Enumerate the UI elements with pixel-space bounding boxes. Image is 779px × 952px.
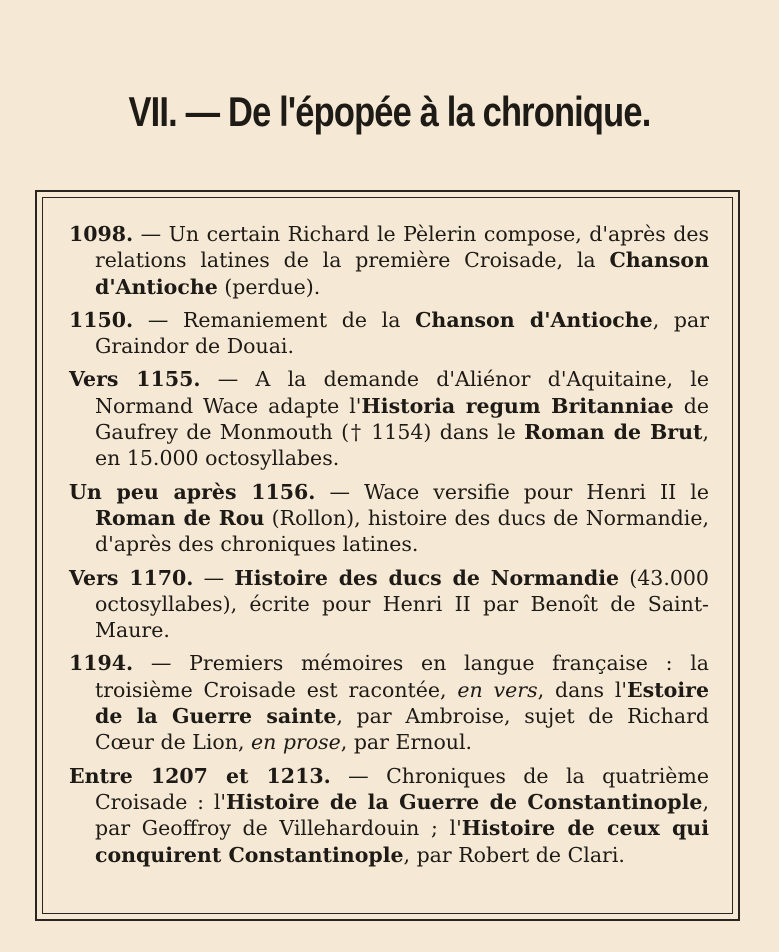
work-title: Roman de Rou — [95, 505, 265, 530]
entry-text: — Remaniement de la — [133, 307, 416, 332]
work-title: Histoire de ceux qui conquirent Constantinople — [95, 816, 709, 867]
entry-text: — A la demande d'Aliénor d'Aquitaine, le Normand Wace adapte l' — [95, 367, 709, 418]
entry-text: , par Geoffroy de Villehardouin ; l' — [95, 789, 710, 841]
entry-text: — Chroniques de la quatrième Croisade : l' — [95, 763, 709, 814]
entry-date: Entre 1207 et 1213. — [69, 763, 331, 788]
entry-text: , par Graindor de Douai. — [95, 307, 709, 359]
entry-text: de Gaufrey de Monmouth († 1154) dans le — [95, 393, 709, 445]
page-title: VII. — De l'épopée à la chronique. — [128, 88, 651, 135]
entry-text: , par Ambroise, sujet de Richard Cœur de Lion, — [95, 704, 709, 755]
entry-text: , en 15.000 octosyllabes. — [95, 420, 709, 471]
chronology-entries — [69, 221, 709, 875]
emphasis-text: en vers — [457, 677, 538, 702]
entry-date: Vers 1155. — [69, 367, 201, 392]
emphasis-text: en prose — [251, 730, 341, 755]
chronology-entry — [69, 650, 709, 755]
work-title: Chanson d'Antioche — [415, 307, 653, 332]
chronology-entry — [69, 479, 709, 558]
work-title: Histoire des ducs de Normandie — [234, 565, 620, 590]
work-title: Estoire de la Guerre sainte — [95, 677, 709, 729]
entry-date: 1150. — [69, 307, 134, 332]
entry-text: — Premiers mémoires en langue française : la troisième Croisade est racontée, — [95, 651, 709, 702]
entry-date: 1098. — [69, 222, 134, 246]
entry-date: 1194. — [69, 651, 134, 676]
entry-text: — Wace versifie pour Henri II le — [315, 479, 709, 504]
entry-text: (43.000 octosyllabes), écrite pour Henri II par Benoît de Saint-Maure. — [95, 565, 709, 643]
entry-text: (perdue). — [217, 274, 321, 299]
chronology-entry — [69, 366, 709, 471]
entry-text: — — [193, 565, 235, 590]
work-title: Roman de Brut — [524, 420, 703, 445]
entry-text: , dans l' — [537, 677, 628, 702]
entry-date: Un peu après 1156. — [69, 479, 316, 504]
chronology-entry — [69, 307, 709, 360]
entry-text: (Rollon), histoire des ducs de Normandie, d'après des chroniques latines. — [95, 505, 709, 557]
entry-text: , par Robert de Clari. — [403, 842, 625, 867]
work-title: Historia regum Britanniae — [361, 393, 674, 418]
chronology-entry — [69, 565, 709, 644]
entry-text: — Un certain Richard le Pèlerin compose, d'après des relations latines de la première Croisade, la — [95, 222, 709, 273]
work-title: Histoire de la Guerre de Constantinople — [226, 789, 703, 814]
chronology-entry — [69, 221, 709, 300]
entry-text: , par Ernoul. — [340, 730, 473, 755]
entry-date: Vers 1170. — [69, 565, 194, 590]
work-title: Chanson d'Antioche — [95, 248, 709, 299]
chronology-entry — [69, 763, 709, 868]
